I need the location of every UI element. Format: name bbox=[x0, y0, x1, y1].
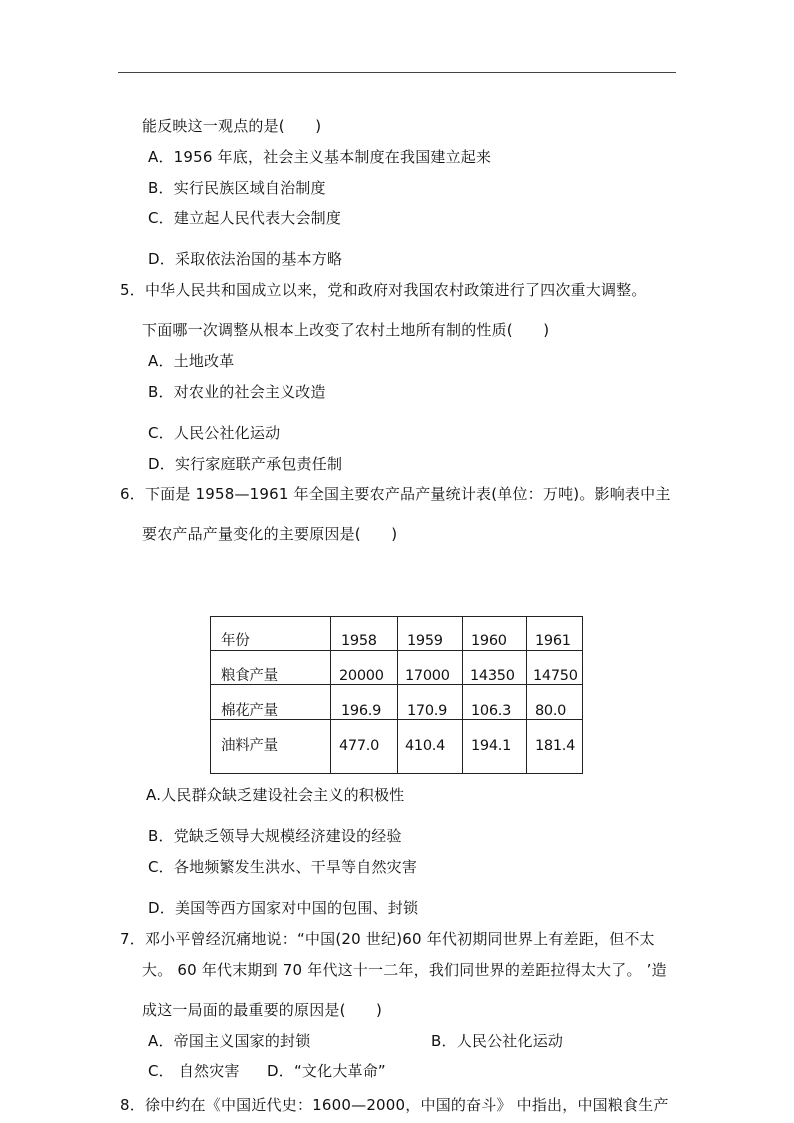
header-rule bbox=[118, 72, 676, 73]
table-cell: 20000 bbox=[339, 668, 384, 684]
q6-option-c: C．各地频繁发生洪水、干旱等自然灾害 bbox=[148, 858, 418, 876]
q4-option-b: B．实行民族区域自治制度 bbox=[148, 179, 326, 197]
table-header-cell: 1958 bbox=[341, 633, 377, 649]
q7-stem-line2: 大。 60 年代末期到 70 年代这十一二年，我们同世界的差距拉得太大了。 ’造 bbox=[142, 961, 667, 979]
table-cell: 80.0 bbox=[535, 703, 567, 719]
q7-stem-line3: 成这一局面的最重要的原因是( ) bbox=[142, 1001, 383, 1019]
table-cell: 410.4 bbox=[405, 738, 446, 754]
q5-option-b: B．对农业的社会主义改造 bbox=[148, 383, 326, 401]
table-header-cell: 1960 bbox=[471, 633, 507, 649]
q6-option-d: D．美国等西方国家对中国的包围、封锁 bbox=[148, 899, 419, 917]
q6-stem-line2: 要农产品产量变化的主要原因是( ) bbox=[142, 525, 398, 543]
q6-option-a: A.人民群众缺乏建设社会主义的积极性 bbox=[146, 786, 405, 804]
table-header-cell: 1961 bbox=[535, 633, 571, 649]
q6-stem-line1: 6．下面是 1958—1961 年全国主要农产品产量统计表(单位：万吨)。影响表中主 bbox=[120, 485, 671, 503]
production-table bbox=[210, 616, 583, 774]
table-row-label: 粮食产量 bbox=[221, 668, 278, 684]
q5-option-c: C．人民公社化运动 bbox=[148, 424, 281, 442]
table-cell: 170.9 bbox=[407, 703, 448, 719]
q7-option-c: C． 自然灾害 bbox=[148, 1062, 240, 1080]
table-cell: 14750 bbox=[533, 668, 578, 684]
q5-stem-line2: 下面哪一次调整从根本上改变了农村土地所有制的性质( ) bbox=[142, 321, 550, 339]
table-cell: 106.3 bbox=[471, 703, 512, 719]
q7-option-a: A．帝国主义国家的封锁 bbox=[148, 1032, 311, 1050]
table-header-cell: 年份 bbox=[221, 633, 250, 649]
table-col-divider bbox=[526, 617, 527, 773]
table-cell: 14350 bbox=[470, 668, 515, 684]
q5-option-d: D．实行家庭联产承包责任制 bbox=[148, 455, 343, 473]
q5-stem-line1: 5．中华人民共和国成立以来，党和政府对我国农村政策进行了四次重大调整。 bbox=[120, 281, 647, 299]
q7-stem-line1: 7．邓小平曾经沉痛地说：“中国(20 世纪)60 年代初期同世界上有差距，但不太 bbox=[120, 930, 655, 948]
q8-stem-line1: 8．徐中约在《中国近代史：1600—2000，中国的奋斗》 中指出，中国粮食生产 bbox=[120, 1096, 669, 1114]
table-cell: 17000 bbox=[405, 668, 450, 684]
table-cell: 477.0 bbox=[339, 738, 380, 754]
q7-option-b: B．人民公社化运动 bbox=[431, 1032, 564, 1050]
q4-option-a: A．1956 年底，社会主义基本制度在我国建立起来 bbox=[148, 148, 492, 166]
table-col-divider bbox=[397, 617, 398, 773]
q5-option-a: A．土地改革 bbox=[148, 352, 235, 370]
q4-stem-tail: 能反映这一观点的是( ) bbox=[142, 117, 322, 135]
table-col-divider bbox=[462, 617, 463, 773]
table-cell: 181.4 bbox=[535, 738, 576, 754]
q7-option-d: D．“文化大革命” bbox=[267, 1062, 386, 1080]
table-cell: 194.1 bbox=[471, 738, 512, 754]
table-row-label: 油料产量 bbox=[221, 738, 278, 754]
table-header-cell: 1959 bbox=[407, 633, 443, 649]
table-col-divider bbox=[330, 617, 331, 773]
table-cell: 196.9 bbox=[341, 703, 382, 719]
q4-option-c: C．建立起人民代表大会制度 bbox=[148, 209, 342, 227]
table-row-label: 棉花产量 bbox=[221, 703, 278, 719]
q6-option-b: B．党缺乏领导大规模经济建设的经验 bbox=[148, 827, 402, 845]
table-row-divider bbox=[211, 650, 582, 651]
q4-option-d: D．采取依法治国的基本方略 bbox=[148, 250, 343, 268]
